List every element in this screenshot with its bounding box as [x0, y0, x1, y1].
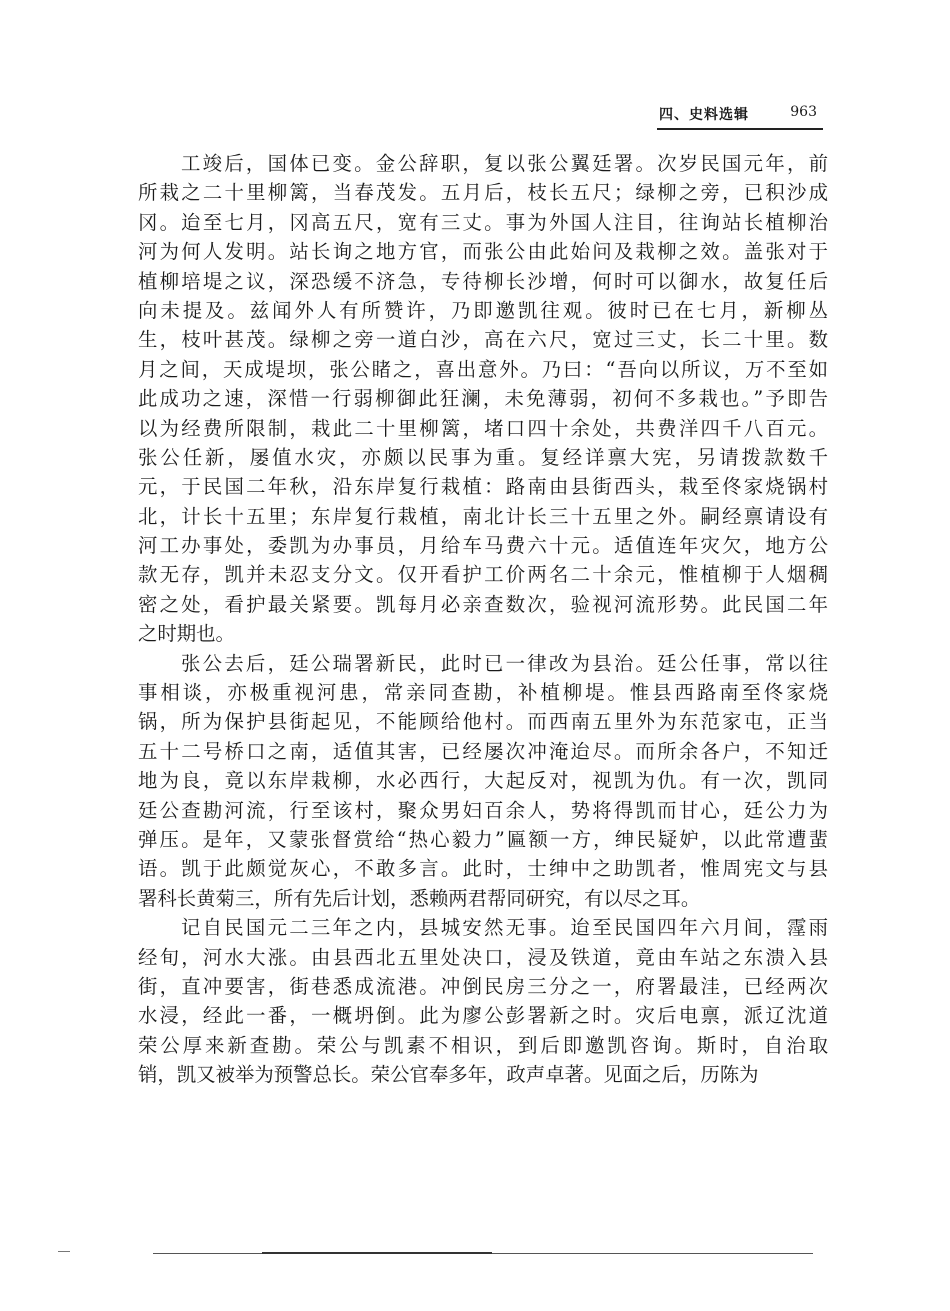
text-line: 廷公查勘河流，行至该村，聚众男妇百余人，势将得凯而甘心，廷公力为	[138, 798, 828, 822]
paragraph	[138, 149, 828, 649]
text-line: 冈。迨至七月，冈高五尺，宽有三丈。事为外国人注目，往询站长植柳治	[138, 210, 828, 234]
text-line: 语。凯于此颇觉灰心，不敢多言。此时，士绅中之助凯者，惟周宪文与县	[138, 857, 828, 881]
text-line: 月之间，天成堤坝，张公睹之，喜出意外。乃曰：“吾向以所议，万不至如	[138, 357, 828, 381]
header-page-number: 963	[790, 104, 817, 120]
text-line: 所栽之二十里柳篱，当春茂发。五月后，枝长五尺；绿柳之旁，已积沙成	[138, 181, 828, 205]
body-text	[138, 149, 828, 1090]
text-line: 河工办事处，委凯为办事员，月给车马费六十元。适值连年灾欠，地方公	[138, 534, 828, 558]
text-line: 街，直冲要害，街巷悉成流港。冲倒民房三分之一，府署最洼，已经两次	[138, 974, 828, 998]
text-line: 之时期也。	[138, 622, 235, 646]
text-line: 张公去后，廷公瑞署新民，此时已一律改为县治。廷公任事，常以往	[181, 651, 828, 675]
text-line: 向未提及。兹闻外人有所赞许，乃即邀凯往观。彼时已在七月，新柳丛	[138, 298, 828, 322]
text-line: 荣公厚来新查勘。荣公与凯素不相识，到后即邀凯咨询。斯时，自治取	[138, 1033, 828, 1057]
text-line: 生，枝叶甚茂。绿柳之旁一道白沙，高在六尺，宽过三丈，长二十里。数	[138, 328, 828, 352]
text-line: 地为良，竟以东岸栽柳，水必西行，大起反对，视凯为仇。有一次，凯同	[138, 769, 828, 793]
text-line: 五十二号桥口之南，适值其害，已经屡次冲淹迨尽。而所余各户，不知迁	[138, 739, 828, 763]
running-header	[657, 104, 823, 130]
text-line: 水浸，经此一番，一概坍倒。此为廖公彭署新之时。灾后电禀，派辽沈道	[138, 1004, 828, 1028]
text-line: 此成功之速，深惜一行弱柳御此狂澜，未免薄弱，初何不多栽也。”予即告	[138, 387, 828, 411]
text-line: 张公任新，屡值水灾，亦颇以民事为重。复经详禀大宪，另请拨款数千	[138, 445, 828, 469]
text-line: 锅，所为保护县街起见，不能顾给他村。而西南五里外为东范家屯，正当	[138, 710, 828, 734]
text-line: 销，凯又被举为预警总长。荣公官奉多年，政声卓著。见面之后，历陈为	[138, 1063, 759, 1087]
text-line: 款无存，凯并未忍支分文。仅开看护工价两名二十余元，惟植柳于人烟稠	[138, 563, 828, 587]
margin-mark	[58, 1251, 70, 1252]
text-line: 署科长黄菊三，所有先后计划，悉赖两君帮同研究，有以尽之耳。	[138, 886, 701, 910]
text-line: 弹压。是年，又蒙张督赏给“热心毅力”匾额一方，绅民疑妒，以此常遭蜚	[138, 827, 828, 851]
text-line: 元，于民国二年秋，沿东岸复行栽植：路南由县街西头，栽至佟家烧锅村	[138, 475, 828, 499]
paragraph	[138, 649, 828, 914]
text-line: 经旬，河水大涨。由县西北五里处决口，浸及铁道，竟由车站之东溃入县	[138, 945, 828, 969]
text-line: 植柳培堤之议，深恐缓不济急，专待柳长沙增，何时可以御水，故复任后	[138, 269, 828, 293]
text-line: 北，计长十五里；东岸复行栽植，南北计长三十五里之外。嗣经禀请设有	[138, 504, 828, 528]
header-section-title: 四、史料选辑	[659, 107, 749, 123]
text-line: 记自民国元二三年之内，县城安然无事。迨至民国四年六月间，霪雨	[181, 916, 828, 940]
text-line: 密之处，看护最关紧要。凯每月必亲查数次，验视河流形势。此民国二年	[138, 592, 828, 616]
paragraph	[138, 913, 828, 1089]
text-line: 以为经费所限制，栽此二十里柳篱，堵口四十余处，共费洋四千八百元。	[138, 416, 828, 440]
text-line: 事相谈，亦极重视河患，常亲同查勘，补植柳堤。惟县西路南至佟家烧	[138, 681, 828, 705]
footer-rule-bold-segment	[262, 1252, 492, 1254]
text-line: 河为何人发明。站长询之地方官，而张公由此始问及栽柳之效。盖张对于	[138, 240, 828, 264]
text-line: 工竣后，国体已变。金公辞职，复以张公翼廷署。次岁民国元年，前	[181, 152, 828, 175]
